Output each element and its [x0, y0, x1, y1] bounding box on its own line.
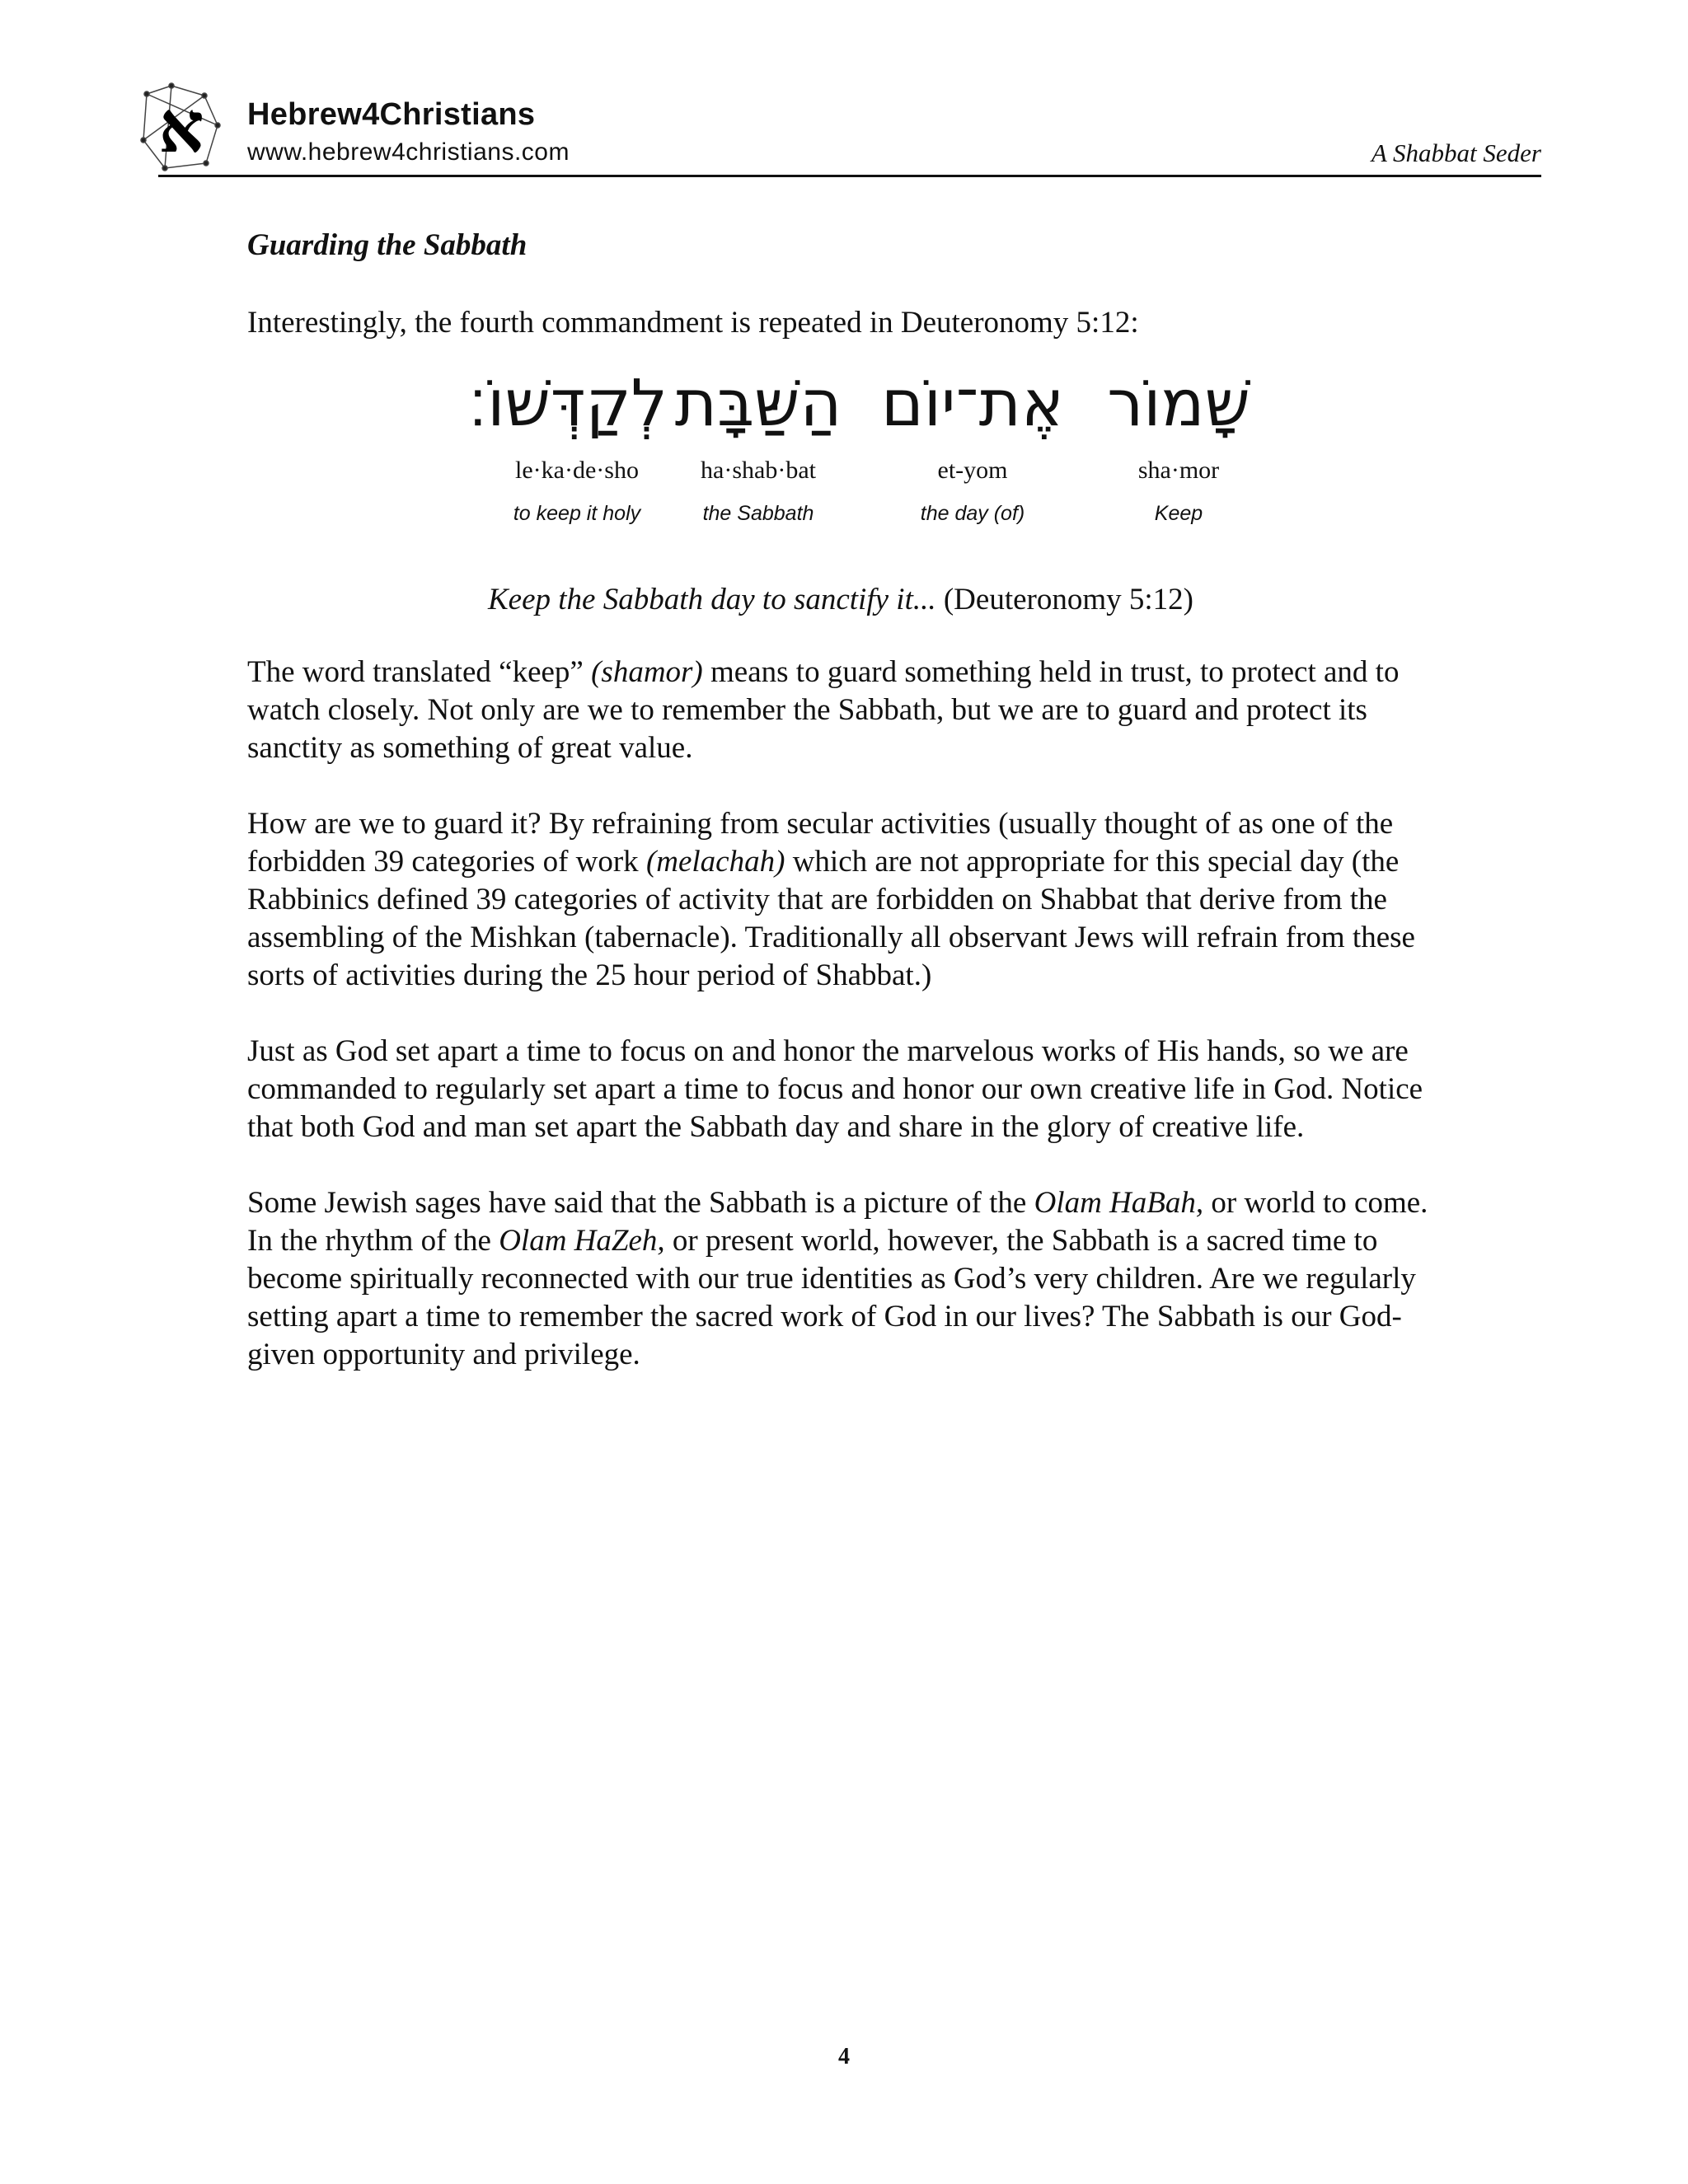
- text-run: How are we to guard it? By refraining from secular activities (usually thought of as one of the forbidden 39 categories of work: [247, 807, 1394, 879]
- text-run: Some Jewish sages have said that the Sabbath is a picture of the: [247, 1186, 1034, 1220]
- page-content: [247, 227, 1434, 1412]
- svg-text:א: א: [158, 86, 204, 169]
- transliteration: sha·mor: [1137, 457, 1220, 484]
- hebrew-verse: [247, 367, 1434, 573]
- italic-term: Olam HaBah,: [1034, 1186, 1204, 1220]
- paragraph-set-apart: Just as God set apart a time to focus on and honor the marvelous works of His hands, so we are commanded to regularly set apart a time to focus and honor our own creative life in God. Notice that both God and man set apart the Sabbath day and share in the glory of creative life.: [247, 1034, 1423, 1144]
- verse-word: [1071, 367, 1286, 527]
- italic-term: (shamor): [591, 655, 703, 689]
- hebrew-word: לְקַדְּשׁוֹ׃: [468, 367, 668, 441]
- text-run: or world to come. In the rhythm of the: [247, 1186, 1428, 1258]
- intro-paragraph: Interestingly, the fourth commandment is repeated in Deuteronomy 5:12:: [247, 306, 1139, 340]
- verse-word: [857, 367, 1088, 527]
- text-run: which are not appropriate for this special day (the Rabbinics defined 39 categories of activity that are forbidden on Shabbat that derive from the assembling of the Mishkan (tabernacle). Traditionally all observant Jews will refrain from these sorts of activities during the 25 hour period of Shabbat.): [247, 845, 1415, 992]
- header-divider: [158, 175, 1541, 177]
- hebrew-word: אֶת־יוֹם: [880, 367, 1064, 441]
- gloss: to keep it holy: [513, 502, 641, 525]
- gloss: Keep: [1154, 502, 1203, 525]
- verse-translation: [247, 581, 1434, 619]
- text-run: means to guard something held in trust, to protect and to watch closely. Not only are we to remember the Sabbath, but we are to guard and protect its sanctity as something of great value.: [247, 655, 1400, 765]
- italic-term: Olam HaZeh,: [499, 1224, 665, 1258]
- paragraph-melachah: [247, 805, 1434, 995]
- paragraph-olam-habah: [247, 1184, 1434, 1374]
- italic-term: (melachah): [645, 845, 785, 879]
- transliteration: le·ka·de·sho: [515, 457, 639, 484]
- verse-citation: (Deuteronomy 5:12): [935, 583, 1193, 616]
- transliteration: et-yom: [937, 457, 1008, 484]
- page-header: [140, 82, 1541, 181]
- aleph-logo-icon: [140, 82, 223, 173]
- gloss: the day (of): [920, 502, 1025, 525]
- verse-word: [468, 367, 668, 527]
- site-title: Hebrew4Christians: [247, 97, 536, 132]
- page-number: 4: [838, 2044, 850, 2069]
- verse-word: [668, 367, 849, 527]
- text-run: or present world, however, the Sabbath is a sacred time to become spiritually reconnected with our true identities as God’s very children. Are we regularly setting apart a time to remember the sacred work of God in our lives? The Sabbath is our God-given opportunity and privilege.: [247, 1224, 1416, 1371]
- gloss: the Sabbath: [702, 502, 814, 525]
- text-run: The word translated “keep”: [247, 655, 592, 689]
- hebrew-word: שָׁמוֹר: [1107, 367, 1250, 441]
- hebrew-word: הַשַּׁבָּת: [674, 367, 842, 441]
- section-heading: Guarding the Sabbath: [247, 228, 528, 262]
- verse-translation-text: Keep the Sabbath day to sanctify it...: [488, 583, 936, 616]
- transliteration: ha·shab·bat: [701, 457, 816, 484]
- site-url[interactable]: www.hebrew4christians.com: [247, 138, 570, 166]
- document-title: A Shabbat Seder: [1371, 138, 1541, 167]
- paragraph-shamor: [247, 654, 1434, 767]
